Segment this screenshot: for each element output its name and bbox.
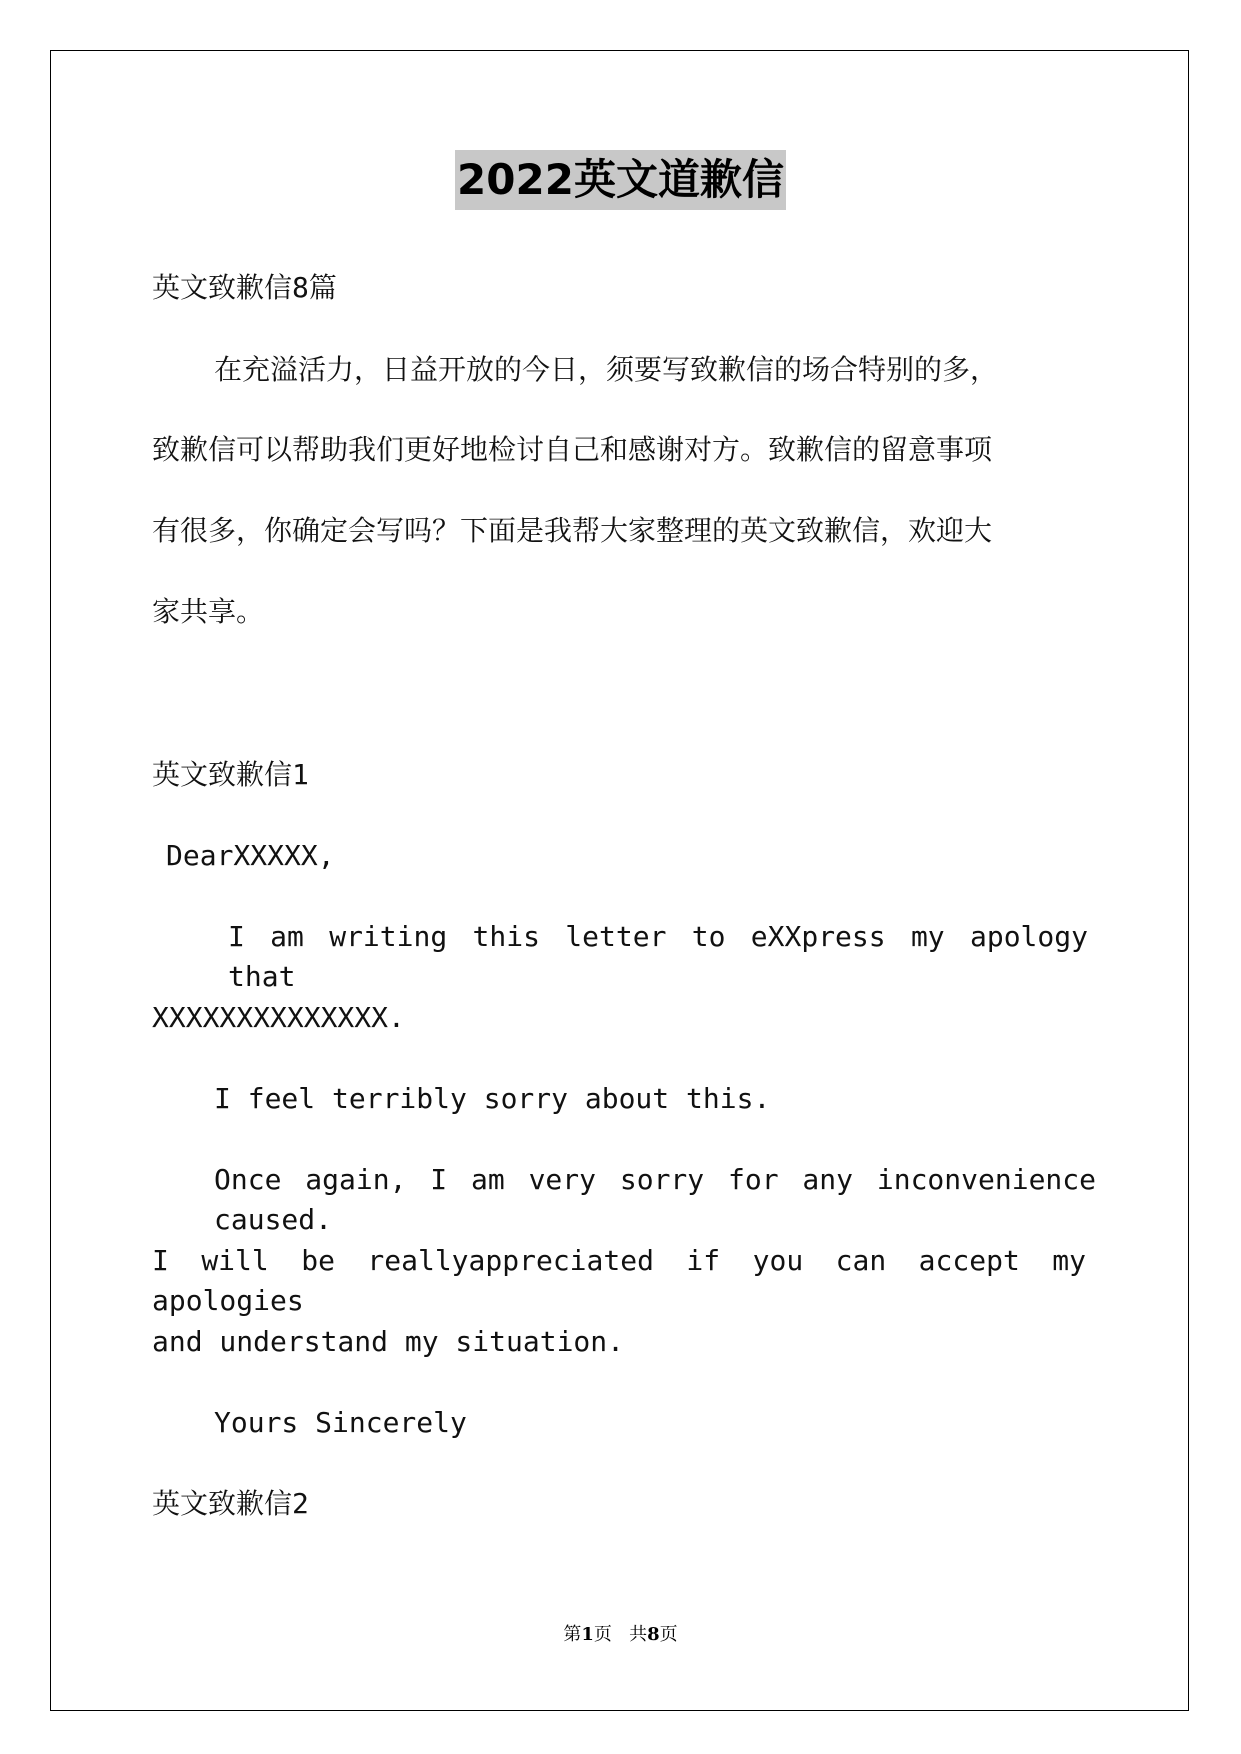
letter1-paragraph1-line1: I am writing this letter to eXXpress my apology that — [228, 920, 1088, 993]
letter1-salutation: DearXXXXX, — [166, 839, 335, 872]
intro-line-2: 致歉信可以帮助我们更好地检讨自己和感谢对方。致歉信的留意事项 — [152, 433, 993, 466]
footer-total-pages: 8 — [647, 1624, 660, 1645]
footer-suffix: 页 — [659, 1624, 678, 1645]
letter1-closing: Yours Sincerely — [214, 1406, 467, 1439]
letter2-heading: 英文致歉信2 — [152, 1487, 309, 1520]
footer-prefix: 第 — [563, 1624, 582, 1645]
section-heading: 英文致歉信8篇 — [152, 271, 337, 304]
letter1-heading: 英文致歉信1 — [152, 758, 309, 791]
footer-page-number: 1 — [581, 1624, 594, 1645]
intro-line-3: 有很多，你确定会写吗？下面是我帮大家整理的英文致歉信，欢迎大 — [152, 514, 993, 547]
footer-middle: 页 共 — [593, 1624, 648, 1645]
title-container — [0, 150, 1241, 210]
letter1-paragraph3-line3: and understand my situation. — [152, 1325, 625, 1358]
intro-line-1: 在充溢活力，日益开放的今日，须要写致歉信的场合特别的多， — [214, 353, 999, 386]
page-footer — [0, 1620, 1241, 1646]
intro-line-4: 家共享。 — [152, 595, 265, 628]
letter1-paragraph3-line2: I will be reallyappreciated if you can accept my apologies — [152, 1244, 1086, 1317]
letter1-paragraph1-line2: XXXXXXXXXXXXXX. — [152, 1001, 405, 1034]
letter1-paragraph3-line1: Once again, I am very sorry for any inconvenience caused. — [214, 1163, 1096, 1236]
letter1-paragraph2: I feel terribly sorry about this. — [214, 1082, 771, 1115]
document-title: 2022英文道歉信 — [455, 150, 786, 210]
